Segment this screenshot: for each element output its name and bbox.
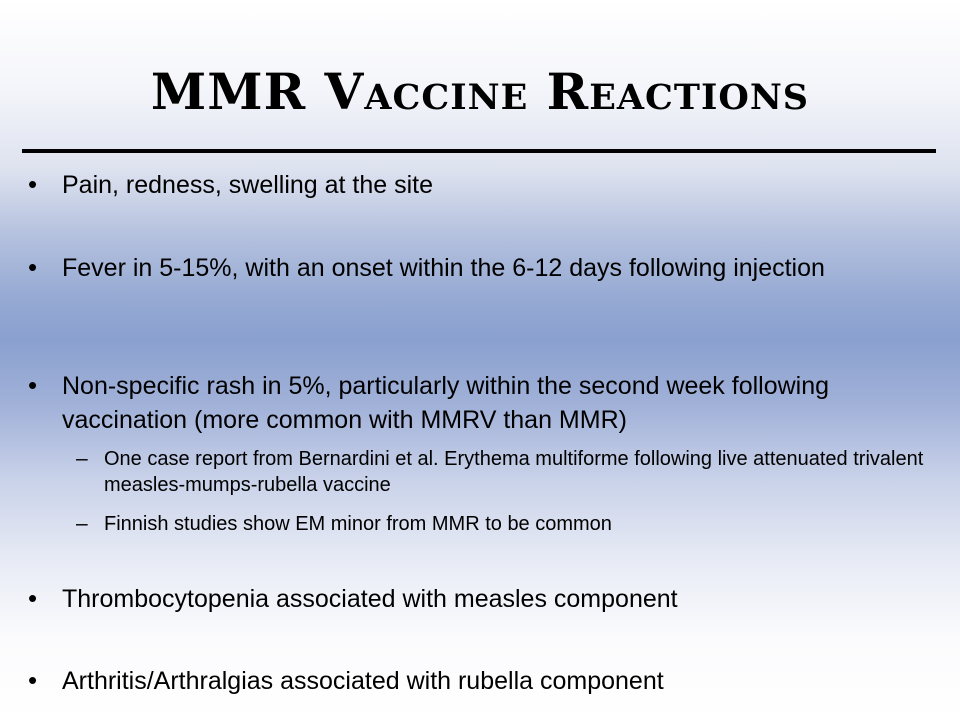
bullet-text: Non-specific rash in 5%, particularly within the second week following vaccination (more common with MMRV than MMR) xyxy=(62,372,830,434)
bullet-dot-icon: • xyxy=(28,252,38,282)
bullet-text: Arthritis/Arthralgias associated with rubella component xyxy=(62,667,664,695)
bullet-dot-icon: • xyxy=(28,665,38,695)
bullet-text: Fever in 5-15%, with an onset within the 6-12 days following injection xyxy=(62,254,825,282)
slide-title: MMR Vaccine Reactions xyxy=(150,62,810,121)
bullet-text: Thrombocytopenia associated with measles component xyxy=(62,585,678,613)
bullet-dot-icon: • xyxy=(28,169,38,199)
dash-icon: – xyxy=(76,447,88,470)
dash-icon: – xyxy=(76,512,88,535)
bullet-dot-icon: • xyxy=(28,370,38,400)
sub-bullet-text: One case report from Bernardini et al. Erythema multiforme following live attenuated trivalent measles-mumps-rubella vaccine xyxy=(104,448,924,496)
bullet-dot-icon: • xyxy=(28,583,38,613)
bullet-text: Pain, redness, swelling at the site xyxy=(62,171,434,199)
sub-bullet-text: Finnish studies show EM minor from MMR to be common xyxy=(104,513,612,535)
